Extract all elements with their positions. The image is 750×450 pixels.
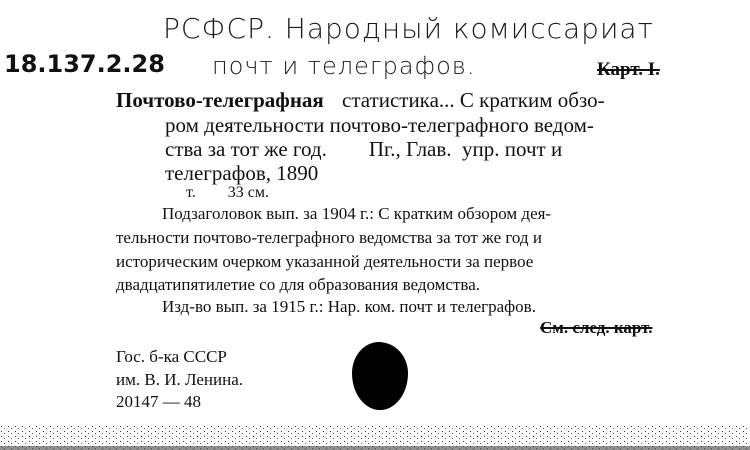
library-stamp-line-2: им. В. И. Ленина. (116, 370, 244, 389)
scan-noise (0, 395, 750, 450)
note-line-3: историческим очерком указанной деятельности за первое (116, 252, 534, 271)
body-line-4: телеграфов, 1890 (165, 161, 319, 185)
call-number: 18.137.2.28 (4, 50, 165, 78)
body-line-3: ства за тот же год. Пг., Глав. упр. почт и (165, 137, 563, 161)
note-line-1: Подзаголовок вып. за 1904 г.: С кратким обзором дея- (162, 204, 552, 223)
body-line-5: т. 33 см. (186, 184, 270, 201)
library-stamp-line-1: Гос. б-ка СССР (116, 347, 227, 366)
see-next-card: См. след. карт. (540, 318, 653, 337)
note-line-2: тельности почтово-телеграфного ведомства за тот же год и (116, 228, 542, 247)
title-bold: Почтово-телеграфная (116, 88, 324, 112)
body-line-1: статистика... С кратким обзо- (342, 88, 605, 112)
note-line-4: двадцатипятилетие со для образования ведомства. (116, 275, 480, 294)
handwritten-heading-line2: почт и телеграфов. (212, 52, 476, 80)
card-marker: Карт. I. (597, 59, 660, 80)
handwritten-heading-line1: РСФСР. Народный комиссариат (163, 12, 654, 45)
publisher-note: Изд-во вып. за 1915 г.: Нар. ком. почт и телеграфов. (162, 297, 536, 316)
library-stamp-line-3: 20147 — 48 (116, 392, 201, 411)
body-line-2: ром деятельности почтово-телеграфного ведом- (165, 113, 594, 137)
